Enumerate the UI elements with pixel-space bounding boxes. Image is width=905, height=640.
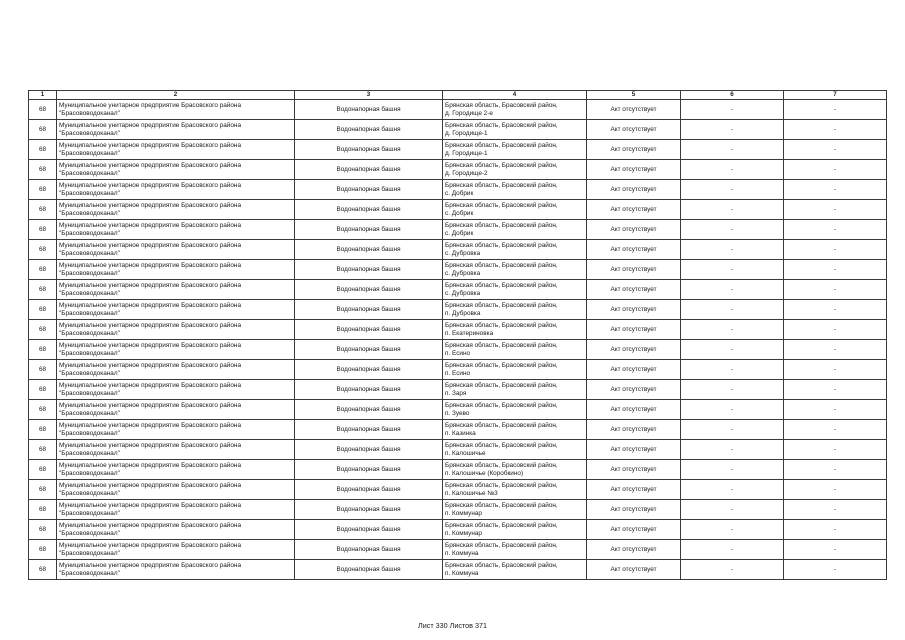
address-cell: Брянская область, Брасовский район, п. Дубровка [443,300,587,320]
act-status-cell: Акт отсутствует [587,500,681,520]
act-status-cell: Акт отсутствует [587,360,681,380]
object-type-cell: Водонапорная башня [295,380,443,400]
column-6-cell: - [681,420,784,440]
act-status-cell: Акт отсутствует [587,260,681,280]
act-status-cell: Акт отсутствует [587,200,681,220]
header-row [29,91,887,100]
table-row [29,260,887,280]
organization-cell: Муниципальное унитарное предприятие Брасовского района "Брасововодоканал" [57,280,295,300]
row-number-cell: 68 [29,160,57,180]
address-cell: Брянская область, Брасовский район, п. Коммуна [443,540,587,560]
address-cell: Брянская область, Брасовский район, п. Калошичье №3 [443,480,587,500]
table-row [29,220,887,240]
object-type-cell: Водонапорная башня [295,260,443,280]
address-cell: Брянская область, Брасовский район, п. Есино [443,360,587,380]
table-row [29,520,887,540]
column-6-cell: - [681,240,784,260]
table-row [29,340,887,360]
column-7-cell: - [784,240,887,260]
address-cell: Брянская область, Брасовский район, п. Екатериновка [443,320,587,340]
organization-cell: Муниципальное унитарное предприятие Брасовского района "Брасововодоканал" [57,180,295,200]
column-6-cell: - [681,220,784,240]
address-cell: Брянская область, Брасовский район, п. Зуево [443,400,587,420]
object-type-cell: Водонапорная башня [295,460,443,480]
table-row [29,300,887,320]
act-status-cell: Акт отсутствует [587,280,681,300]
row-number-cell: 68 [29,220,57,240]
column-6-cell: - [681,360,784,380]
column-7-cell: - [784,300,887,320]
table-row [29,420,887,440]
act-status-cell: Акт отсутствует [587,440,681,460]
table-row [29,560,887,580]
table-row [29,160,887,180]
column-6-cell: - [681,280,784,300]
column-6-cell: - [681,460,784,480]
row-number-cell: 68 [29,280,57,300]
address-cell: Брянская область, Брасовский район, д. Городище 2-е [443,100,587,120]
column-header-7: 7 [784,91,887,100]
object-type-cell: Водонапорная башня [295,100,443,120]
object-type-cell: Водонапорная башня [295,480,443,500]
table-row [29,360,887,380]
column-7-cell: - [784,400,887,420]
organization-cell: Муниципальное унитарное предприятие Брасовского района "Брасововодоканал" [57,500,295,520]
address-cell: Брянская область, Брасовский район, п. Калошичье [443,440,587,460]
column-7-cell: - [784,360,887,380]
organization-cell: Муниципальное унитарное предприятие Брасовского района "Брасововодоканал" [57,560,295,580]
table-row [29,500,887,520]
registry-table [28,90,887,580]
address-cell: Брянская область, Брасовский район, п. Коммуна [443,560,587,580]
column-7-cell: - [784,460,887,480]
act-status-cell: Акт отсутствует [587,140,681,160]
page-counter: Лист 330 Листов 371 [418,621,487,630]
address-cell: Брянская область, Брасовский район, с. Дубровка [443,240,587,260]
address-cell: Брянская область, Брасовский район, с. Добрик [443,200,587,220]
column-6-cell: - [681,100,784,120]
address-cell: Брянская область, Брасовский район, п. Коммунар [443,500,587,520]
organization-cell: Муниципальное унитарное предприятие Брасовского района "Брасововодоканал" [57,160,295,180]
address-cell: Брянская область, Брасовский район, п. Есино [443,340,587,360]
object-type-cell: Водонапорная башня [295,420,443,440]
act-status-cell: Акт отсутствует [587,460,681,480]
column-7-cell: - [784,280,887,300]
column-6-cell: - [681,320,784,340]
column-6-cell: - [681,520,784,540]
column-header-1: 1 [29,91,57,100]
act-status-cell: Акт отсутствует [587,420,681,440]
organization-cell: Муниципальное унитарное предприятие Брасовского района "Брасововодоканал" [57,460,295,480]
organization-cell: Муниципальное унитарное предприятие Брасовского района "Брасововодоканал" [57,240,295,260]
column-7-cell: - [784,500,887,520]
organization-cell: Муниципальное унитарное предприятие Брасовского района "Брасововодоканал" [57,140,295,160]
column-header-2: 2 [57,91,295,100]
act-status-cell: Акт отсутствует [587,300,681,320]
table-row [29,200,887,220]
row-number-cell: 68 [29,540,57,560]
organization-cell: Муниципальное унитарное предприятие Брасовского района "Брасововодоканал" [57,340,295,360]
row-number-cell: 68 [29,120,57,140]
row-number-cell: 68 [29,460,57,480]
column-header-6: 6 [681,91,784,100]
organization-cell: Муниципальное унитарное предприятие Брасовского района "Брасововодоканал" [57,260,295,280]
organization-cell: Муниципальное унитарное предприятие Брасовского района "Брасововодоканал" [57,200,295,220]
row-number-cell: 68 [29,520,57,540]
row-number-cell: 68 [29,500,57,520]
row-number-cell: 68 [29,140,57,160]
act-status-cell: Акт отсутствует [587,240,681,260]
column-7-cell: - [784,440,887,460]
organization-cell: Муниципальное унитарное предприятие Брасовского района "Брасововодоканал" [57,220,295,240]
table-row [29,180,887,200]
object-type-cell: Водонапорная башня [295,220,443,240]
column-header-5: 5 [587,91,681,100]
address-cell: Брянская область, Брасовский район, п. Заря [443,380,587,400]
column-7-cell: - [784,380,887,400]
table-row [29,240,887,260]
object-type-cell: Водонапорная башня [295,160,443,180]
act-status-cell: Акт отсутствует [587,560,681,580]
column-7-cell: - [784,540,887,560]
row-number-cell: 68 [29,480,57,500]
column-7-cell: - [784,200,887,220]
address-cell: Брянская область, Брасовский район, д. Городище-2 [443,160,587,180]
address-cell: Брянская область, Брасовский район, с. Дубровка [443,260,587,280]
column-6-cell: - [681,560,784,580]
row-number-cell: 68 [29,340,57,360]
column-6-cell: - [681,200,784,220]
table-row [29,400,887,420]
table-row [29,120,887,140]
address-cell: Брянская область, Брасовский район, с. Добрик [443,220,587,240]
address-cell: Брянская область, Брасовский район, с. Дубровка [443,280,587,300]
act-status-cell: Акт отсутствует [587,180,681,200]
object-type-cell: Водонапорная башня [295,180,443,200]
organization-cell: Муниципальное унитарное предприятие Брасовского района "Брасововодоканал" [57,120,295,140]
object-type-cell: Водонапорная башня [295,140,443,160]
row-number-cell: 68 [29,180,57,200]
row-number-cell: 68 [29,380,57,400]
column-7-cell: - [784,340,887,360]
organization-cell: Муниципальное унитарное предприятие Брасовского района "Брасововодоканал" [57,520,295,540]
object-type-cell: Водонапорная башня [295,500,443,520]
column-7-cell: - [784,480,887,500]
object-type-cell: Водонапорная башня [295,400,443,420]
act-status-cell: Акт отсутствует [587,320,681,340]
organization-cell: Муниципальное унитарное предприятие Брасовского района "Брасововодоканал" [57,540,295,560]
act-status-cell: Акт отсутствует [587,340,681,360]
object-type-cell: Водонапорная башня [295,120,443,140]
column-6-cell: - [681,300,784,320]
act-status-cell: Акт отсутствует [587,400,681,420]
organization-cell: Муниципальное унитарное предприятие Брасовского района "Брасововодоканал" [57,360,295,380]
address-cell: Брянская область, Брасовский район, с. Добрик [443,180,587,200]
organization-cell: Муниципальное унитарное предприятие Брасовского района "Брасововодоканал" [57,480,295,500]
act-status-cell: Акт отсутствует [587,100,681,120]
column-6-cell: - [681,180,784,200]
column-7-cell: - [784,120,887,140]
table-row [29,540,887,560]
object-type-cell: Водонапорная башня [295,440,443,460]
table-row [29,100,887,120]
row-number-cell: 68 [29,560,57,580]
act-status-cell: Акт отсутствует [587,380,681,400]
row-number-cell: 68 [29,400,57,420]
row-number-cell: 68 [29,240,57,260]
address-cell: Брянская область, Брасовский район, п. Калошичье (Коробкино) [443,460,587,480]
address-cell: Брянская область, Брасовский район, п. Казинка [443,420,587,440]
organization-cell: Муниципальное унитарное предприятие Брасовского района "Брасововодоканал" [57,380,295,400]
object-type-cell: Водонапорная башня [295,280,443,300]
column-6-cell: - [681,380,784,400]
organization-cell: Муниципальное унитарное предприятие Брасовского района "Брасововодоканал" [57,100,295,120]
column-7-cell: - [784,560,887,580]
column-header-3: 3 [295,91,443,100]
row-number-cell: 68 [29,360,57,380]
object-type-cell: Водонапорная башня [295,520,443,540]
organization-cell: Муниципальное унитарное предприятие Брасовского района "Брасововодоканал" [57,440,295,460]
column-6-cell: - [681,140,784,160]
column-6-cell: - [681,120,784,140]
column-7-cell: - [784,420,887,440]
column-7-cell: - [784,520,887,540]
act-status-cell: Акт отсутствует [587,520,681,540]
object-type-cell: Водонапорная башня [295,540,443,560]
row-number-cell: 68 [29,320,57,340]
table-row [29,480,887,500]
column-header-4: 4 [443,91,587,100]
object-type-cell: Водонапорная башня [295,560,443,580]
row-number-cell: 68 [29,260,57,280]
column-6-cell: - [681,340,784,360]
organization-cell: Муниципальное унитарное предприятие Брасовского района "Брасововодоканал" [57,300,295,320]
column-7-cell: - [784,100,887,120]
column-7-cell: - [784,220,887,240]
table-row [29,140,887,160]
act-status-cell: Акт отсутствует [587,120,681,140]
act-status-cell: Акт отсутствует [587,540,681,560]
column-6-cell: - [681,400,784,420]
act-status-cell: Акт отсутствует [587,480,681,500]
table-row [29,320,887,340]
column-7-cell: - [784,260,887,280]
object-type-cell: Водонапорная башня [295,360,443,380]
row-number-cell: 68 [29,300,57,320]
column-7-cell: - [784,320,887,340]
table-body [29,100,887,580]
column-7-cell: - [784,180,887,200]
column-6-cell: - [681,160,784,180]
column-6-cell: - [681,500,784,520]
column-6-cell: - [681,540,784,560]
object-type-cell: Водонапорная башня [295,240,443,260]
table-row [29,460,887,480]
organization-cell: Муниципальное унитарное предприятие Брасовского района "Брасововодоканал" [57,420,295,440]
address-cell: Брянская область, Брасовский район, д. Городище-1 [443,140,587,160]
column-7-cell: - [784,140,887,160]
table-row [29,280,887,300]
column-6-cell: - [681,480,784,500]
address-cell: Брянская область, Брасовский район, п. Коммунар [443,520,587,540]
column-6-cell: - [681,440,784,460]
table-row [29,380,887,400]
column-6-cell: - [681,260,784,280]
act-status-cell: Акт отсутствует [587,220,681,240]
act-status-cell: Акт отсутствует [587,160,681,180]
object-type-cell: Водонапорная башня [295,200,443,220]
row-number-cell: 68 [29,420,57,440]
object-type-cell: Водонапорная башня [295,340,443,360]
address-cell: Брянская область, Брасовский район, д. Городище-1 [443,120,587,140]
row-number-cell: 68 [29,200,57,220]
organization-cell: Муниципальное унитарное предприятие Брасовского района "Брасововодоканал" [57,320,295,340]
column-7-cell: - [784,160,887,180]
table-row [29,440,887,460]
row-number-cell: 68 [29,100,57,120]
row-number-cell: 68 [29,440,57,460]
object-type-cell: Водонапорная башня [295,320,443,340]
object-type-cell: Водонапорная башня [295,300,443,320]
organization-cell: Муниципальное унитарное предприятие Брасовского района "Брасововодоканал" [57,400,295,420]
